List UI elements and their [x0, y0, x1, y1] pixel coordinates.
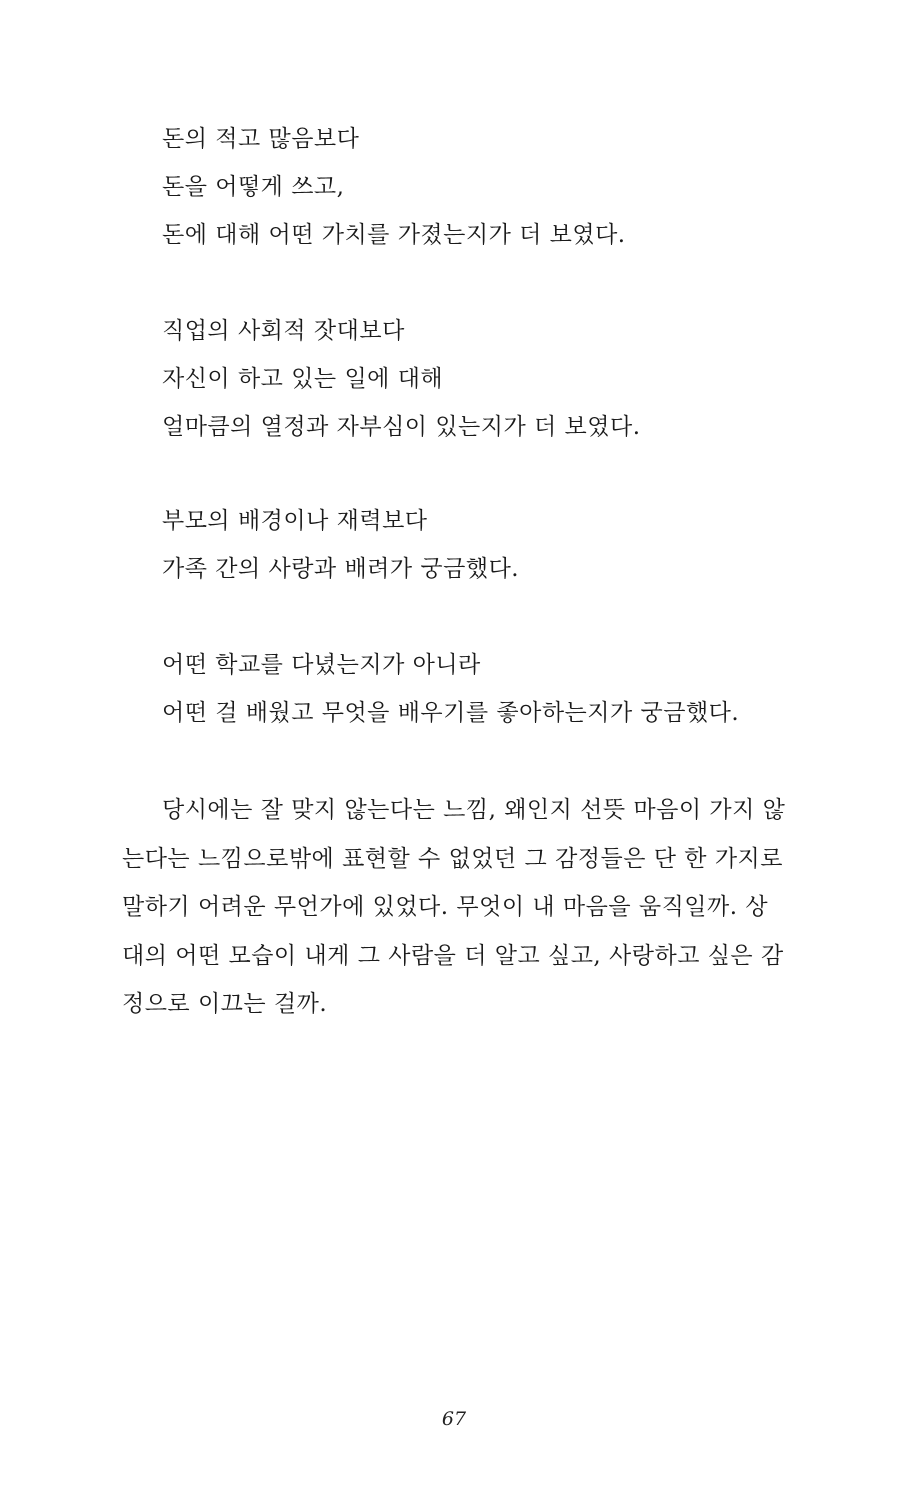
stanza-line: 가족 간의 사랑과 배려가 궁금했다.: [162, 556, 520, 582]
stanza-money: [162, 115, 842, 259]
body-paragraph: [122, 786, 794, 1029]
stanza-school: [162, 641, 842, 737]
stanza-line: 자신이 하고 있는 일에 대해: [162, 366, 444, 392]
stanza-family: [162, 497, 842, 593]
paragraph-line: 대의 어떤 모습이 내게 그 사람을 더 알고 싶고, 사랑하고 싶은 감: [122, 942, 784, 969]
stanza-line: 어떤 학교를 다녔는지가 아니라: [162, 652, 481, 678]
stanza-line: 얼마큼의 열정과 자부심이 있는지가 더 보였다.: [162, 414, 641, 440]
stanza-line: 직업의 사회적 잣대보다: [162, 318, 405, 344]
paragraph-line: 당시에는 잘 맞지 않는다는 느낌, 왜인지 선뜻 마음이 가지 않: [162, 797, 786, 823]
stanza-line: 돈을 어떻게 쓰고,: [162, 174, 345, 200]
stanza-line: 돈의 적고 많음보다: [162, 126, 360, 152]
page-number: 67: [441, 1408, 467, 1430]
stanza-line: 부모의 배경이나 재력보다: [162, 508, 428, 534]
paragraph-line: 정으로 이끄는 걸까.: [122, 991, 328, 1017]
stanza-line: 어떤 걸 배웠고 무엇을 배우기를 좋아하는지가 궁금했다.: [162, 700, 740, 726]
paragraph-line: 말하기 어려운 무언가에 있었다. 무엇이 내 마음을 움직일까. 상: [122, 894, 769, 920]
stanza-line: 돈에 대해 어떤 가치를 가졌는지가 더 보였다.: [162, 222, 626, 248]
paragraph-line: 는다는 느낌으로밖에 표현할 수 없었던 그 감정들은 단 한 가지로: [122, 845, 783, 872]
stanza-job: [162, 307, 842, 451]
